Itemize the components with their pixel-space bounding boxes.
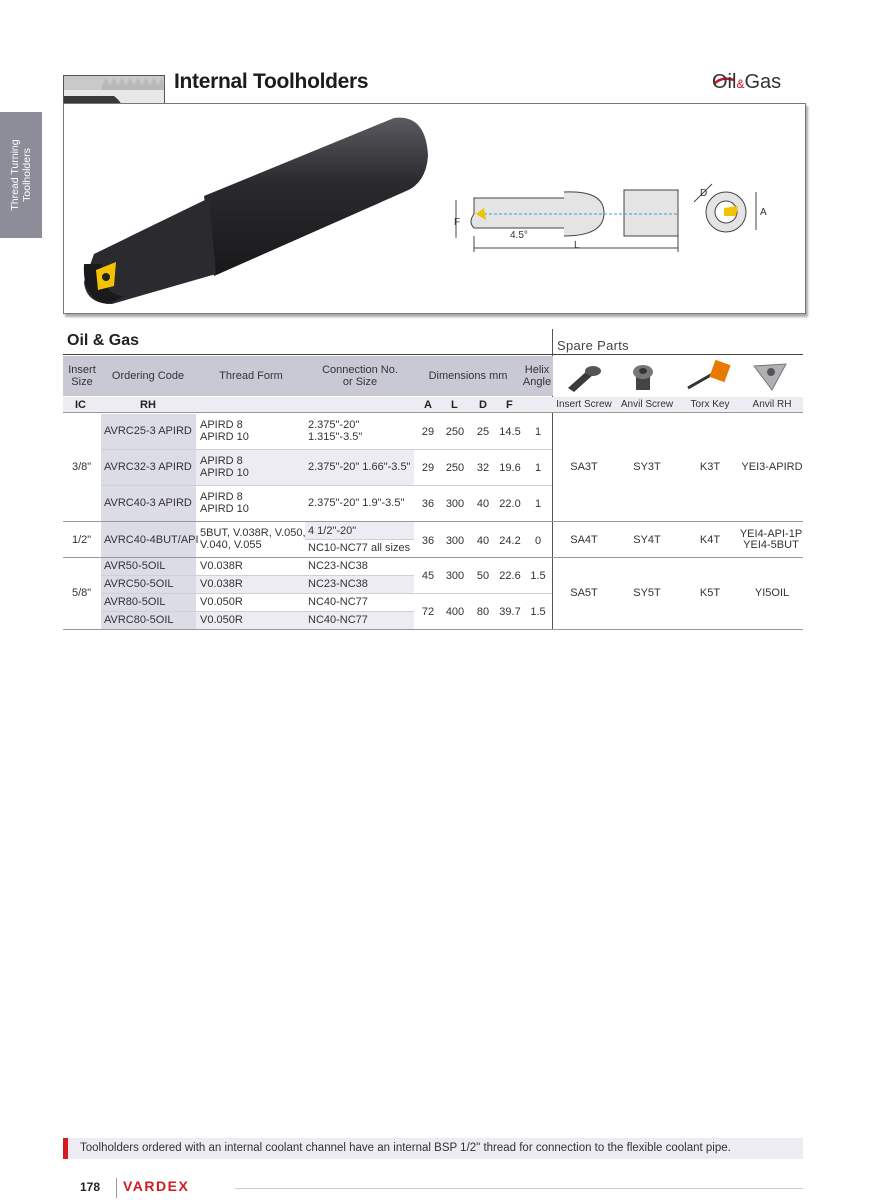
size-1-2: 1/2" (72, 534, 92, 546)
spare-top-rule (553, 354, 803, 355)
dim-label-d: D (700, 188, 708, 199)
group1-d: 50 (476, 570, 490, 582)
header-connection-line2: or Size (342, 376, 378, 388)
spare-5-anvil-screw: SY5T (633, 587, 661, 599)
table-row-conn: NC40-NC77 (308, 614, 368, 626)
table-row-form: V0.050R (200, 614, 243, 626)
dim-label-f: F (454, 217, 461, 228)
subheader-torx-key: Torx Key (690, 399, 730, 410)
table-row-code: AVRC40-4BUT/API (104, 534, 199, 546)
table-row-conn: 1.315"-3.5" (308, 431, 363, 443)
spare-3-anvil-screw: SY3T (633, 461, 661, 473)
row-separator (101, 575, 414, 576)
group2-a: 72 (421, 606, 435, 618)
subheader-insert-screw: Insert Screw (556, 399, 612, 410)
table-row-code: AVRC25-3 APIRD (104, 425, 192, 437)
row3-f: 22.0 (499, 498, 521, 510)
logo-oil-text: Oil (712, 71, 737, 93)
row2-helix: 1 (534, 462, 542, 474)
group2-helix: 1.5 (530, 606, 546, 618)
table-row-form: APIRD 8 (200, 419, 243, 431)
row-separator (101, 593, 552, 594)
header-helix (522, 364, 552, 388)
group1-f: 22.6 (499, 570, 521, 582)
header-thread-form: Thread Form (219, 370, 283, 382)
side-section-tab[interactable] (0, 112, 42, 238)
logo-gas-text: Gas (744, 71, 782, 93)
row2-f: 19.6 (499, 462, 521, 474)
side-tab-label (9, 139, 33, 210)
table-row-conn: NC23-NC38 (308, 578, 368, 590)
table-row-code: AVRC50-5OIL (104, 578, 174, 590)
row4-a: 36 (421, 535, 435, 547)
spare-4-key: K4T (699, 534, 721, 546)
table-row-conn: 2.375"-20" (308, 419, 360, 431)
row4-helix: 0 (534, 535, 542, 547)
spare-4-anvil-screw: SY4T (633, 534, 661, 546)
row1-d: 25 (476, 426, 490, 438)
spare-4-anvil-1: YEI4-API-1P (739, 528, 803, 540)
row4-l: 300 (445, 535, 465, 547)
size-5-8: 5/8" (72, 587, 92, 599)
table-row-form: APIRD 8 (200, 455, 243, 467)
table-row-form: V0.050R (200, 596, 243, 608)
row1-helix: 1 (534, 426, 542, 438)
table-row-form: V0.038R (200, 560, 243, 572)
footer-rule (235, 1188, 803, 1189)
table-row-code: AVRC40-3 APIRD (104, 497, 192, 509)
row1-f: 14.5 (499, 426, 521, 438)
table-row-conn: NC23-NC38 (308, 560, 368, 572)
header-ordering-code: Ordering Code (111, 370, 185, 382)
subheader-anvil-screw: Anvil Screw (620, 399, 674, 410)
group2-l: 400 (445, 606, 465, 618)
subheader-f: F (506, 399, 513, 411)
spare-3-anvil: YEI3-APIRD (741, 461, 803, 473)
subheader-a: A (424, 399, 432, 411)
spare-3-key: K3T (699, 461, 721, 473)
row1-l: 250 (445, 426, 465, 438)
logo-amp: & (736, 77, 745, 91)
row3-a: 36 (421, 498, 435, 510)
table-row-form: 5BUT, V.038R, V.050, (200, 527, 306, 539)
insert-screw-icon (562, 360, 604, 394)
row2-l: 250 (445, 462, 465, 474)
table-row-form: V0.038R (200, 578, 243, 590)
row3-helix: 1 (534, 498, 542, 510)
row3-l: 300 (445, 498, 465, 510)
subheader-rh: RH (140, 399, 156, 411)
table-row-code: AVRC32-3 APIRD (104, 461, 192, 473)
group2-f: 39.7 (499, 606, 521, 618)
torx-key-icon (686, 360, 732, 394)
side-tab-line2: Toolholders (21, 148, 33, 202)
row1-a: 29 (421, 426, 435, 438)
row-separator (305, 539, 414, 540)
table-row-form: APIRD 10 (200, 503, 249, 515)
page-number: 178 (80, 1180, 101, 1194)
footer-divider (116, 1178, 117, 1198)
table-row-conn: 2.375"-20" 1.66"-3.5" (308, 461, 411, 473)
spare-parts-title: Spare Parts (557, 338, 629, 353)
spare-5-screw: SA5T (570, 587, 598, 599)
table-top-rule (63, 354, 553, 355)
table-row-code: AVR80-5OIL (104, 596, 166, 608)
header-connection-line1: Connection No. (322, 364, 398, 376)
group2-d: 80 (476, 606, 490, 618)
toolholder-hero-panel (63, 103, 806, 314)
subheader-ic: IC (75, 399, 86, 411)
table-bottom-rule (63, 629, 803, 630)
dim-label-l: L (574, 240, 580, 251)
row-separator (101, 485, 552, 486)
group1-a: 45 (421, 570, 435, 582)
table-row-conn: 4 1/2"-20" (308, 525, 357, 537)
group1-helix: 1.5 (530, 570, 546, 582)
vardex-logo: VARDEX (123, 1178, 190, 1194)
size-3-8: 3/8" (72, 461, 92, 473)
section-title: Oil & Gas (67, 332, 140, 349)
row3-d: 40 (476, 498, 490, 510)
footnote-text: Toolholders ordered with an internal coolant channel have an internal BSP 1/2" thread for connection to the flexible coolant pipe. (80, 1142, 731, 1154)
footnote-accent (63, 1138, 68, 1159)
row2-a: 29 (421, 462, 435, 474)
header-helix-line2: Angle (522, 376, 552, 388)
spare-4-screw: SA4T (570, 534, 598, 546)
subheader-l: L (451, 399, 458, 411)
dim-label-angle: 4.5° (510, 230, 528, 241)
spare-3-screw: SA3T (570, 461, 598, 473)
table-row-code: AVRC80-5OIL (104, 614, 174, 626)
spare-5-anvil: YI5OIL (754, 587, 790, 599)
anvil-screw-icon (626, 360, 662, 394)
table-row-form: APIRD 10 (200, 431, 249, 443)
row-separator (101, 449, 552, 450)
header-helix-line1: Helix (524, 364, 550, 376)
dim-label-a: A (760, 207, 767, 218)
row4-f: 24.2 (499, 535, 521, 547)
page-title: Internal Toolholders (174, 70, 369, 93)
oil-gas-logo (712, 71, 781, 94)
subheader-bottom-rule (63, 412, 803, 413)
header-insert-size-line2: Size (71, 376, 93, 388)
header-insert-size-line1: Insert (68, 364, 96, 376)
table-row-conn: 2.375"-20" 1.9"-3.5" (308, 497, 405, 509)
group1-l: 300 (445, 570, 465, 582)
spare-4-anvil-2: YEI4-5BUT (743, 539, 799, 551)
table-row-form: APIRD 10 (200, 467, 249, 479)
table-row-form: V.040, V.055 (200, 539, 262, 551)
table-row-conn: NC10-NC77 all sizes (308, 542, 411, 554)
header-insert-size (63, 364, 101, 388)
side-tab-line1: Thread Turning (9, 139, 21, 211)
table-row-code: AVR50-5OIL (104, 560, 166, 572)
table-row-form: APIRD 8 (200, 491, 243, 503)
spare-5-key: K5T (699, 587, 721, 599)
header-dimensions: Dimensions mm (428, 370, 508, 382)
row4-d: 40 (476, 535, 490, 547)
group-separator (63, 557, 803, 558)
group-separator (63, 521, 803, 522)
row-separator (101, 611, 414, 612)
toolholder-illustration (64, 104, 805, 313)
header-connection (306, 364, 414, 388)
table-row-conn: NC40-NC77 (308, 596, 368, 608)
subheader-d: D (479, 399, 487, 411)
row2-d: 32 (476, 462, 490, 474)
anvil-rh-icon (750, 360, 790, 394)
subheader-anvil-rh: Anvil RH (752, 399, 792, 410)
